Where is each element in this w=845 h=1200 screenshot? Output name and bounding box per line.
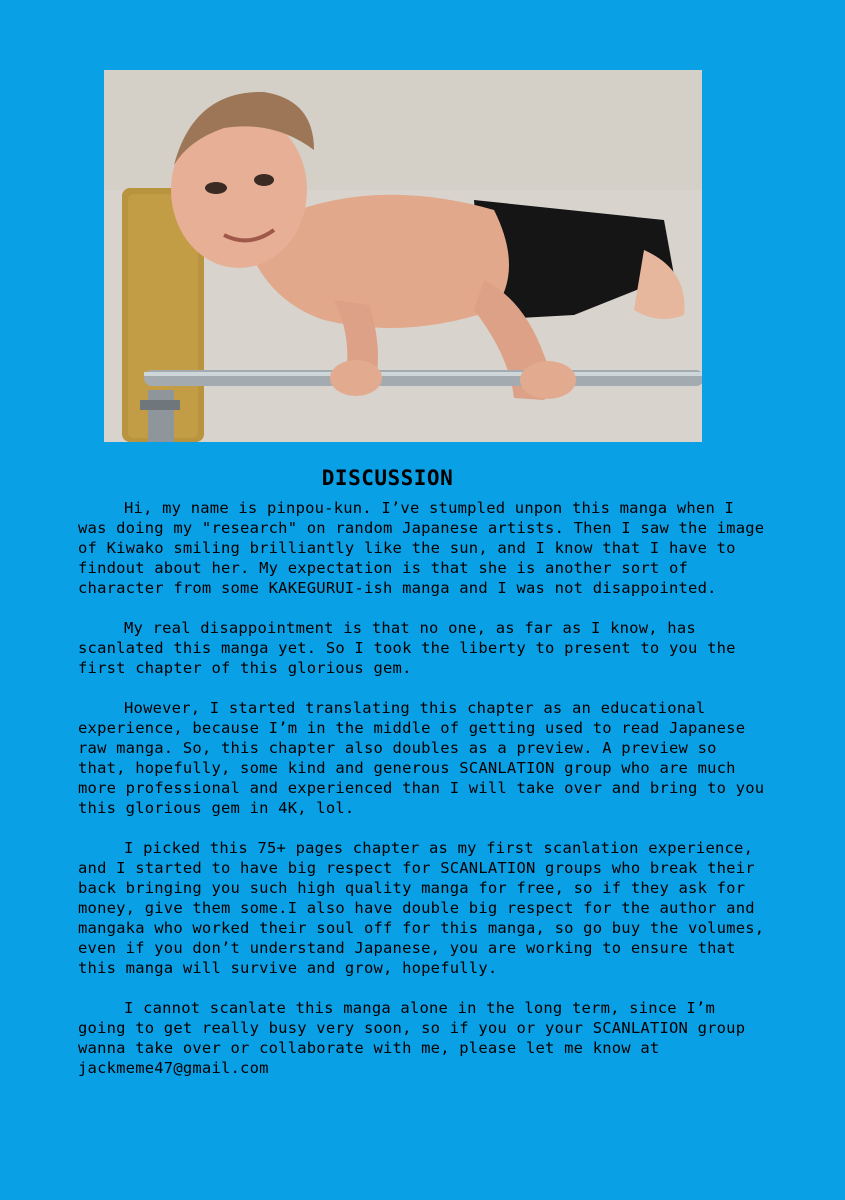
discussion-body — [78, 498, 772, 1078]
discussion-paragraph: I cannot scanlate this manga alone in the long term, since I’m going to get really busy very soon, so if you or your SCANLATION group wanna take over or collaborate with me, please let me know at jackmeme47@gmail.com — [78, 999, 746, 1077]
discussion-title: DISCUSSION — [321, 466, 454, 490]
discussion-paragraph: Hi, my name is pinpou-kun. I’ve stumpled unpon this manga when I was doing my "research" on random Japanese artists. Then I saw the image of Kiwako smiling brilliantly like the sun, and I know that I have to findout about her. My expectation is that she is another sort of character from some KAKEGURUI-ish manga and I was not disappointed. — [78, 499, 765, 597]
photo-boy-on-bar — [104, 70, 702, 442]
discussion-paragraph: My real disappointment is that no one, as far as I know, has scanlated this manga yet. So I took the liberty to present to you the first chapter of this glorious gem. — [78, 619, 736, 677]
discussion-paragraph: However, I started translating this chapter as an educational experience, because I’m in the middle of getting used to read Japanese raw manga. So, this chapter also doubles as a preview. A preview so that, hopefully, some kind and generous SCANLATION group who are much more professional and experienced than I will take over and bring to you this glorious gem in 4K, lol. — [78, 699, 765, 817]
discussion-paragraph: I picked this 75+ pages chapter as my first scanlation experience, and I started to have big respect for SCANLATION groups who break their back bringing you such high quality manga for free, so if they ask for money, give them some.I also have double big respect for the author and mangaka who worked their soul off for this manga, so go buy the volumes, even if you don’t understand Japanese, you are working to ensure that this manga will survive and grow, hopefully. — [78, 839, 765, 977]
photo-illustration — [104, 70, 702, 442]
